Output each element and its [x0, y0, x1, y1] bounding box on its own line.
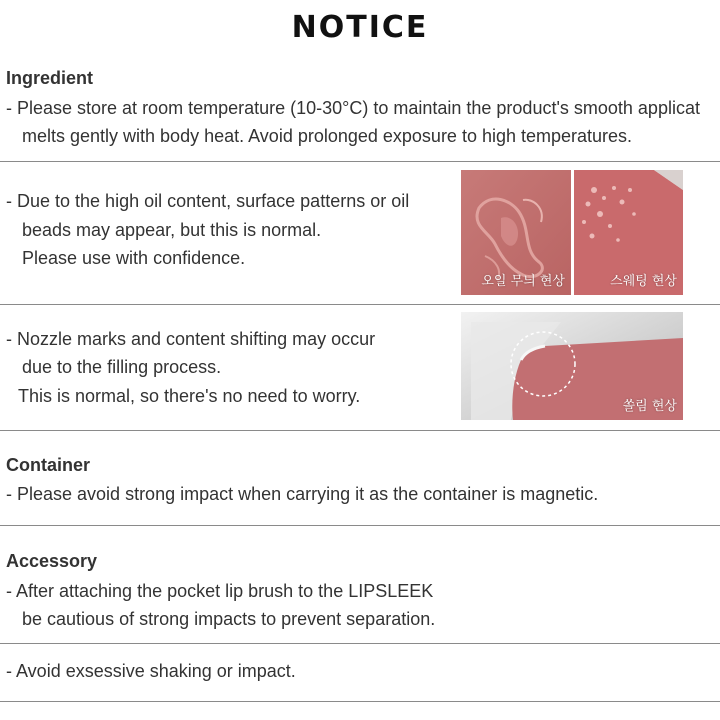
- divider: [0, 430, 720, 431]
- accessory-line-2: be cautious of strong impacts to prevent separation.: [22, 609, 436, 629]
- oil-pattern-caption: 오일 무늬 현상: [481, 274, 565, 289]
- nozzle-line-1: - Nozzle marks and content shifting may occur: [6, 329, 376, 349]
- ingredient-line-1: - Please store at room temperature (10-30°C) to maintain the product's smooth applicat: [6, 98, 700, 118]
- oil-line-3: Please use with confidence.: [22, 248, 246, 268]
- oil-line-2: beads may appear, but this is normal.: [22, 220, 322, 240]
- accessory-line-1: - After attaching the pocket lip brush to the LIPSLEEK: [6, 581, 434, 601]
- ingredient-heading: Ingredient: [6, 68, 94, 88]
- shifting-photo: [461, 312, 683, 420]
- accessory-heading: Accessory: [6, 551, 98, 571]
- ingredient-line-2: melts gently with body heat. Avoid prolonged exposure to high temperatures.: [22, 126, 633, 146]
- oil-line-1: - Due to the high oil content, surface patterns or oil: [6, 191, 410, 211]
- container-heading: Container: [6, 455, 91, 475]
- shaking-line-1: - Avoid exsessive shaking or impact.: [6, 661, 296, 681]
- sweating-photo: [574, 170, 683, 295]
- oil-pattern-photo: [461, 170, 571, 295]
- divider: [0, 304, 720, 305]
- divider: [0, 525, 720, 526]
- nozzle-line-2: due to the filling process.: [22, 357, 222, 377]
- divider: [0, 643, 720, 644]
- shifting-caption: 쏠림 현상: [622, 399, 677, 414]
- nozzle-line-3: This is normal, so there's no need to worry.: [18, 386, 361, 406]
- divider: [0, 701, 720, 702]
- sweating-caption: 스웨팅 현상: [610, 274, 677, 289]
- page-title: NOTICE: [291, 10, 429, 45]
- container-line-1: - Please avoid strong impact when carrying it as the container is magnetic.: [6, 484, 599, 504]
- divider: [0, 161, 720, 162]
